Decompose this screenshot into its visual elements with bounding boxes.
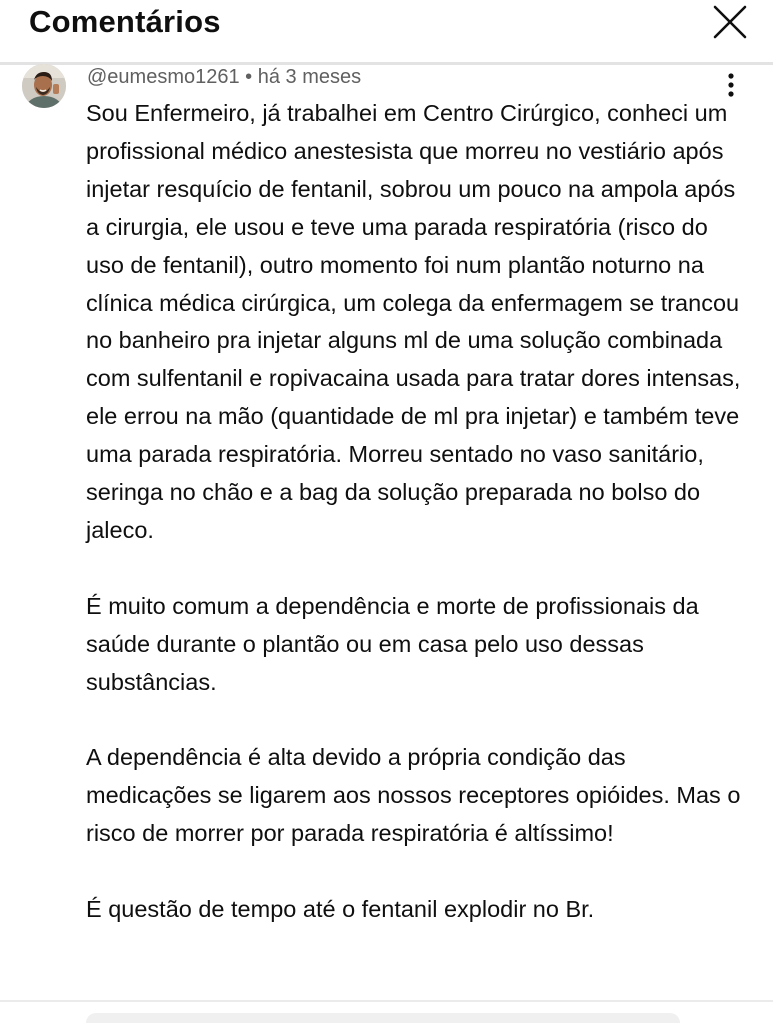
add-comment-bar[interactable] (86, 1013, 680, 1023)
comment-meta (87, 64, 361, 90)
comment-timestamp: há 3 meses (257, 66, 362, 88)
avatar[interactable] (22, 64, 66, 108)
comment-paragraph: É muito comum a dependência e morte de profissionais da saúde durante o plantão ou em casa pelo uso dessas substâncias. (86, 592, 699, 695)
avatar-image (22, 64, 66, 108)
comment-paragraph: Sou Enfermeiro, já trabalhei em Centro Cirúrgico, conheci um profissional médico anestesista que morreu no vestiário após injetar resquício de fentanil, sobrou um pouco na ampola após a cirurgia, ele usou e teve uma parada respiratória (risco do uso de fentanil), outro momento foi num plantão noturno na clínica médica cirúrgica, um colega da enfermagem se trancou no banheiro pra injetar alguns ml de uma solução combinada com sulfentanil e ropivacaina usada para tratar dores intensas, ele errou na mão (quantidade de ml pra injetar) e também teve uma parada respiratória. Morreu sentado no vaso sanitário, seringa no chão e a bag da solução preparada no bolso do jaleco. (86, 100, 741, 543)
footer-divider (0, 1000, 773, 1002)
comment-author[interactable]: @eumesmo1261 (87, 66, 240, 88)
comment-paragraph: É questão de tempo até o fentanil explodir no Br. (86, 895, 595, 922)
comment-paragraph: A dependência é alta devido a própria condição das medicações se ligarem aos nossos receptores opióides. Mas o risco de morrer por parada respiratória é altíssimo! (86, 744, 741, 847)
close-button[interactable] (708, 2, 752, 42)
comment-text (86, 95, 746, 929)
meta-separator: • (245, 66, 253, 88)
comments-header (0, 0, 773, 62)
page-title: Comentários (29, 4, 221, 39)
close-icon (708, 2, 752, 42)
